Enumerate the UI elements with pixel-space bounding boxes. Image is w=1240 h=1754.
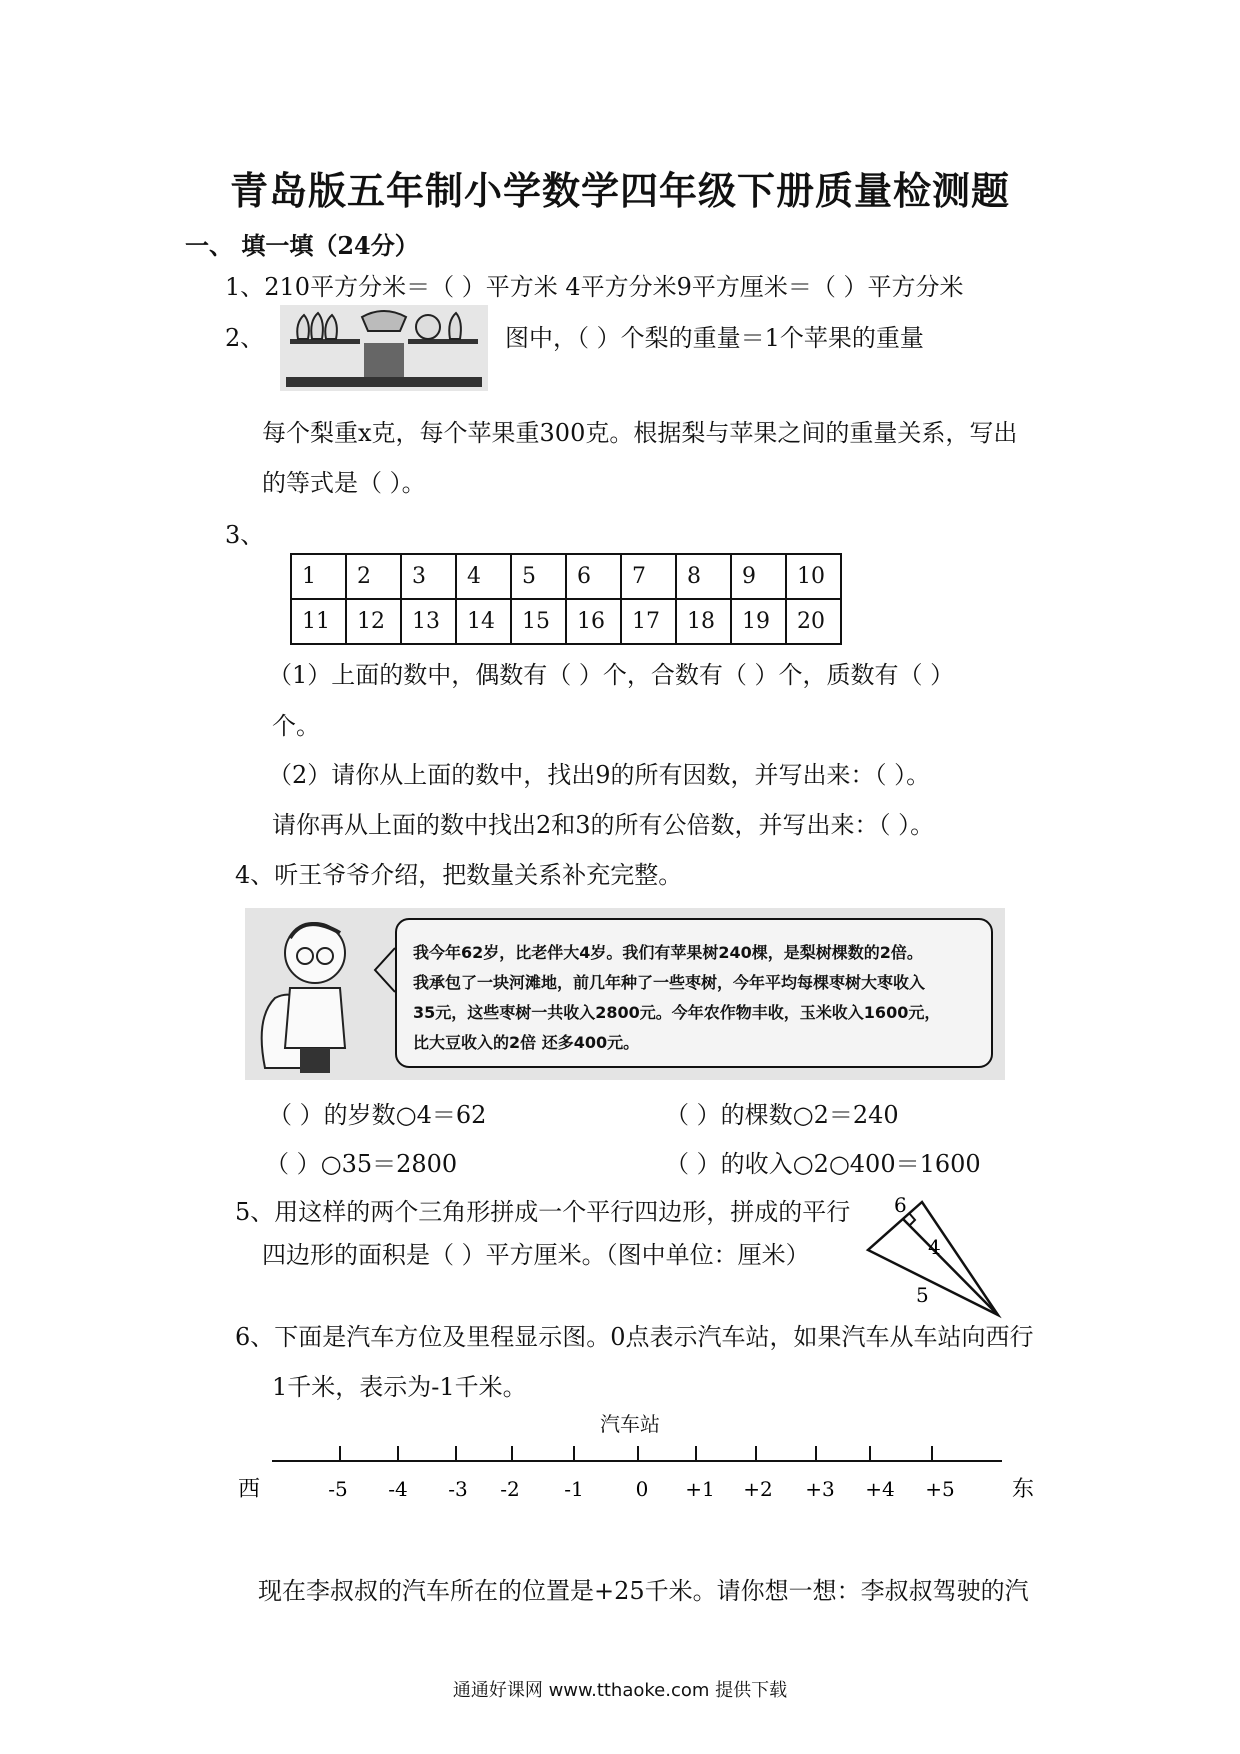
question-1: 1、210平方分米＝（ ）平方米 4平方分米9平方厘米＝（ ）平方分米 bbox=[225, 273, 964, 301]
question-3-number: 3、 bbox=[225, 521, 265, 549]
question-3-part-2b: 请你再从上面的数中找出2和3的所有公倍数，并写出来：（ ）。 bbox=[272, 811, 935, 839]
question-2-line-1: 图中，（ ）个梨的重量＝1个苹果的重量 bbox=[505, 324, 924, 352]
table-cell: 6 bbox=[566, 554, 621, 599]
number-line-tick-label: 0 bbox=[635, 1477, 649, 1501]
number-line-tick-label: -1 bbox=[564, 1477, 584, 1501]
question-3-part-2a: （2）请你从上面的数中，找出9的所有因数，并写出来：（ ）。 bbox=[268, 761, 931, 789]
question-6-line-2: 1千米，表示为-1千米。 bbox=[272, 1373, 527, 1401]
number-line-tick-label: -3 bbox=[448, 1477, 468, 1501]
table-cell: 13 bbox=[401, 599, 456, 644]
number-line-station-label: 汽车站 bbox=[600, 1412, 660, 1436]
number-line-tick-label: +3 bbox=[805, 1477, 835, 1501]
table-cell: 20 bbox=[786, 599, 841, 644]
speech-line: 比大豆收入的2倍 还多400元。 bbox=[413, 1033, 640, 1052]
table-cell: 9 bbox=[731, 554, 786, 599]
speech-line: 35元，这些枣树一共收入2800元。今年农作物丰收，玉米收入1600元， bbox=[413, 1003, 941, 1022]
table-cell: 14 bbox=[456, 599, 511, 644]
table-cell: 2 bbox=[346, 554, 401, 599]
question-4-blank-2: （ ）的棵数○2＝240 bbox=[665, 1101, 899, 1129]
triangle-side-5: 5 bbox=[916, 1283, 929, 1307]
table-row bbox=[291, 599, 841, 644]
table-cell: 7 bbox=[621, 554, 676, 599]
speech-line: 我承包了一块河滩地，前几年种了一些枣树，今年平均每棵枣树大枣收入 bbox=[413, 973, 926, 992]
table-cell: 12 bbox=[346, 599, 401, 644]
triangle-height-4: 4 bbox=[928, 1235, 941, 1259]
question-5-line-2: 四边形的面积是（ ）平方厘米。（图中单位：厘米） bbox=[262, 1241, 810, 1269]
question-5-line-1: 5、用这样的两个三角形拼成一个平行四边形，拼成的平行 bbox=[235, 1198, 851, 1226]
speech-line: 我今年62岁，比老伴大4岁。我们有苹果树240棵，是梨树棵数的2倍。 bbox=[413, 943, 923, 962]
table-cell: 19 bbox=[731, 599, 786, 644]
section-heading: 一、 填一填（24分） bbox=[185, 231, 419, 260]
question-2-line-3: 的等式是（ ）。 bbox=[262, 469, 426, 497]
number-line-tick-label: +1 bbox=[685, 1477, 715, 1501]
table-cell: 5 bbox=[511, 554, 566, 599]
question-6-line-3: 现在李叔叔的汽车所在的位置是+25千米。请你想一想：李叔叔驾驶的汽 bbox=[258, 1577, 1029, 1605]
number-line-tick-label: +5 bbox=[925, 1477, 955, 1501]
table-cell: 18 bbox=[676, 599, 731, 644]
question-3-part-1a: （1）上面的数中，偶数有（ ）个，合数有（ ）个，质数有（ ） bbox=[268, 661, 955, 689]
question-2-number: 2、 bbox=[225, 324, 265, 352]
number-line bbox=[230, 1438, 1050, 1518]
speech-bubble-text bbox=[413, 938, 940, 1058]
question-6-line-1: 6、下面是汽车方位及里程显示图。0点表示汽车站，如果汽车从车站向西行 bbox=[235, 1323, 1034, 1351]
question-4-intro: 4、听王爷爷介绍，把数量关系补充完整。 bbox=[235, 861, 683, 889]
table-cell: 8 bbox=[676, 554, 731, 599]
number-table bbox=[290, 553, 842, 645]
number-line-tick-label: -4 bbox=[388, 1477, 408, 1501]
table-row bbox=[291, 554, 841, 599]
triangle-figure bbox=[860, 1190, 1010, 1320]
table-cell: 15 bbox=[511, 599, 566, 644]
question-4-blank-1: （ ）的岁数○4＝62 bbox=[268, 1101, 487, 1129]
question-4-blank-4: （ ）的收入○2○400＝1600 bbox=[665, 1150, 981, 1178]
number-line-tick-label: -2 bbox=[500, 1477, 520, 1501]
table-cell: 16 bbox=[566, 599, 621, 644]
page-footer: 通通好课网 www.tthaoke.com 提供下载 bbox=[452, 1680, 788, 1701]
number-line-east-label: 东 bbox=[1012, 1477, 1035, 1502]
triangle-side-6: 6 bbox=[894, 1193, 907, 1217]
question-3-part-1b: 个。 bbox=[272, 712, 320, 740]
question-2-line-2: 每个梨重x克，每个苹果重300克。根据梨与苹果之间的重量关系，写出 bbox=[262, 419, 1018, 447]
number-line-west-label: 西 bbox=[238, 1477, 261, 1502]
table-cell: 17 bbox=[621, 599, 676, 644]
page-title: 青岛版五年制小学数学四年级下册质量检测题 bbox=[229, 168, 1010, 213]
question-4-blank-3: （ ）○35＝2800 bbox=[265, 1150, 458, 1178]
table-cell: 1 bbox=[291, 554, 346, 599]
number-line-tick-label: +4 bbox=[865, 1477, 895, 1501]
number-line-tick-label: +2 bbox=[743, 1477, 773, 1501]
table-cell: 10 bbox=[786, 554, 841, 599]
table-cell: 11 bbox=[291, 599, 346, 644]
balance-scale-image bbox=[280, 305, 488, 391]
table-cell: 4 bbox=[456, 554, 511, 599]
table-cell: 3 bbox=[401, 554, 456, 599]
number-line-tick-label: -5 bbox=[328, 1477, 348, 1501]
